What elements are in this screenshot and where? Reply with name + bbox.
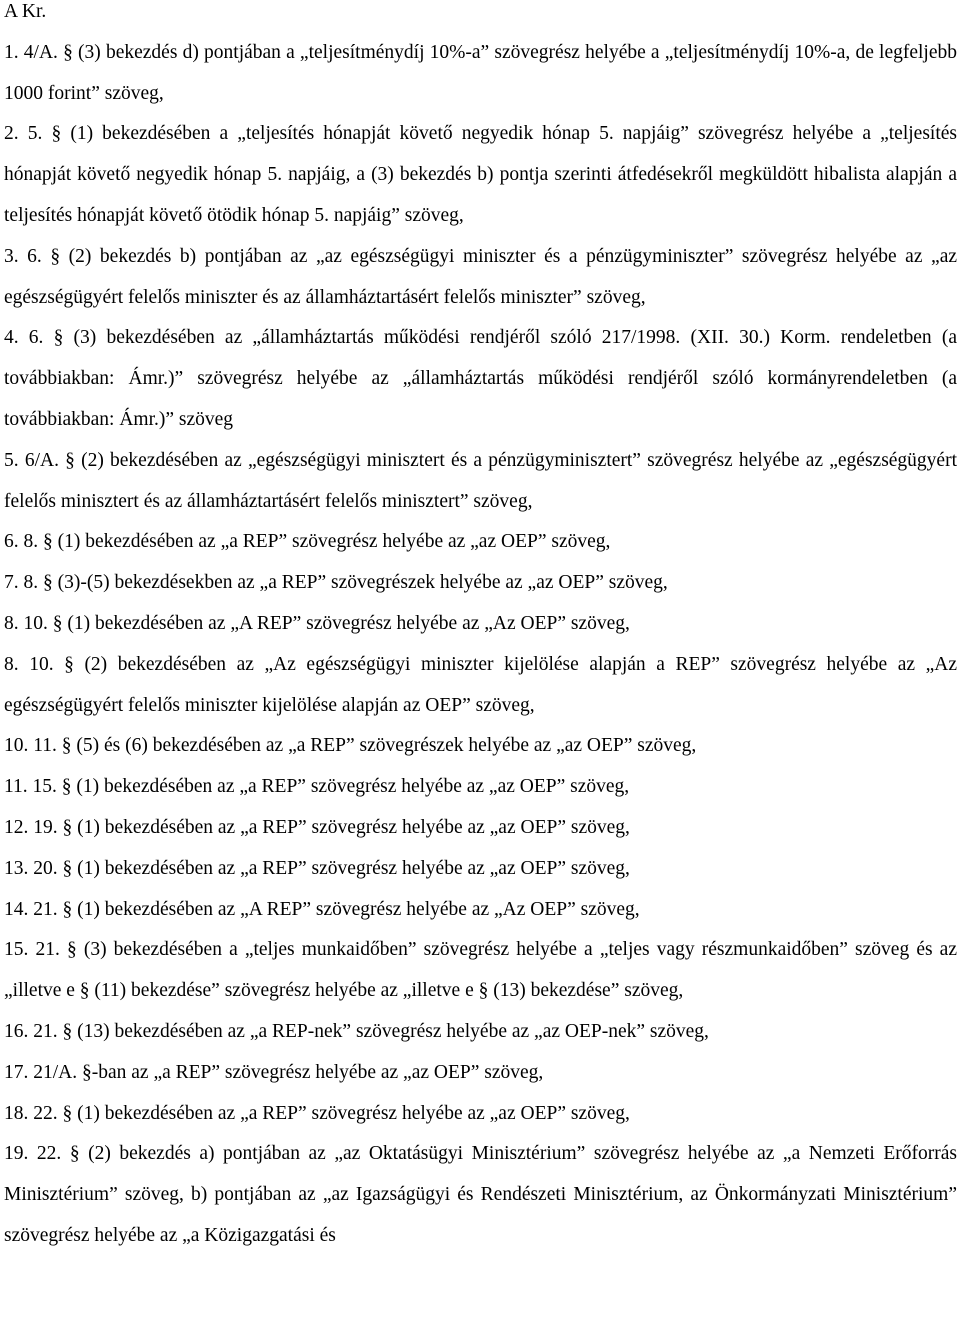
amendment-item-8b: 8. 10. § (2) bekezdésében az „Az egészségügyi miniszter kijelölése alapján a REP” szövegrész helyébe az „Az egészségügyért felelős miniszter kijelölése alapján az OEP” szöveg,	[4, 653, 957, 716]
amendment-item-17: 17. 21/A. §-ban az „a REP” szövegrész helyébe az „az OEP” szöveg,	[4, 1061, 544, 1083]
amendment-item-5: 5. 6/A. § (2) bekezdésében az „egészségügyi minisztert és a pénzügyminisztert” szövegrész helyébe az „egészségügyért felelős minisztert és az államháztartásért felelős minisztert” szöveg,	[4, 449, 957, 512]
amendment-item-2: 2. 5. § (1) bekezdésében a „teljesítés hónapját követő negyedik hónap 5. napjáig” szövegrész helyébe a „teljesítés hónapját követő negyedik hónap 5. napjáig, a (3) bekezdés b) pontja szerinti átfedésekről megküldött hibalista alapján a teljesítés hónapját követő ötödik hónap 5. napjáig” szöveg,	[4, 123, 957, 226]
amendment-item-11: 11. 15. § (1) bekezdésében az „a REP” szövegrész helyébe az „az OEP” szöveg,	[4, 776, 630, 798]
amendment-item-19: 19. 22. § (2) bekezdés a) pontjában az „az Oktatásügyi Minisztérium” szövegrész helyébe az „a Nemzeti Erőforrás Minisztérium” szöveg, b) pontjában az „az Igazságügyi és Rendészeti Minisztérium, az Önkormányzati Minisztérium” szövegrész helyébe az „a Közigazgatási és	[4, 1143, 957, 1246]
amendment-item-13: 13. 20. § (1) bekezdésében az „a REP” szövegrész helyébe az „az OEP” szöveg,	[4, 857, 630, 879]
amendment-item-16: 16. 21. § (13) bekezdésében az „a REP-nek” szövegrész helyébe az „az OEP-nek” szöveg,	[4, 1020, 709, 1042]
amendment-item-8a: 8. 10. § (1) bekezdésében az „A REP” szövegrész helyébe az „Az OEP” szöveg,	[4, 612, 630, 634]
amendment-item-10: 10. 11. § (5) és (6) bekezdésében az „a REP” szövegrészek helyébe az „az OEP” szöveg,	[4, 735, 697, 757]
amendment-item-18: 18. 22. § (1) bekezdésében az „a REP” szövegrész helyébe az „az OEP” szöveg,	[4, 1102, 630, 1124]
amendment-item-1: 1. 4/A. § (3) bekezdés d) pontjában a „teljesítménydíj 10%-a” szövegrész helyébe a „teljesítménydíj 10%-a, de legfeljebb 1000 forint” szöveg,	[4, 41, 957, 104]
amendment-item-4: 4. 6. § (3) bekezdésében az „államháztartás működési rendjéről szóló 217/1998. (XII. 30.) Korm. rendeletben (a továbbiakban: Ámr.)” szövegrész helyébe az „államháztartás működési rendjéről szóló kormányrendeletben (a továbbiakban: Ámr.)” szöveg	[4, 327, 957, 430]
amendment-item-3: 3. 6. § (2) bekezdés b) pontjában az „az egészségügyi miniszter és a pénzügyminiszter” szövegrész helyébe az „az egészségügyért felelős miniszter és az államháztartásért felelős miniszter” szöveg,	[4, 245, 957, 308]
document-page	[4, 0, 957, 1257]
document-heading: A Kr.	[4, 1, 47, 22]
amendment-item-14: 14. 21. § (1) bekezdésében az „A REP” szövegrész helyébe az „Az OEP” szöveg,	[4, 898, 640, 920]
amendment-item-6: 6. 8. § (1) bekezdésében az „a REP” szövegrész helyébe az „az OEP” szöveg,	[4, 531, 611, 553]
amendment-item-7: 7. 8. § (3)-(5) bekezdésekben az „a REP” szövegrészek helyébe az „az OEP” szöveg,	[4, 572, 668, 594]
amendment-item-12: 12. 19. § (1) bekezdésében az „a REP” szövegrész helyébe az „az OEP” szöveg,	[4, 816, 630, 838]
amendment-item-15: 15. 21. § (3) bekezdésében a „teljes munkaidőben” szövegrész helyébe a „teljes vagy részmunkaidőben” szöveg és az „illetve e § (11) bekezdése” szövegrész helyébe az „illetve e § (13) bekezdése” szöveg,	[4, 939, 957, 1002]
